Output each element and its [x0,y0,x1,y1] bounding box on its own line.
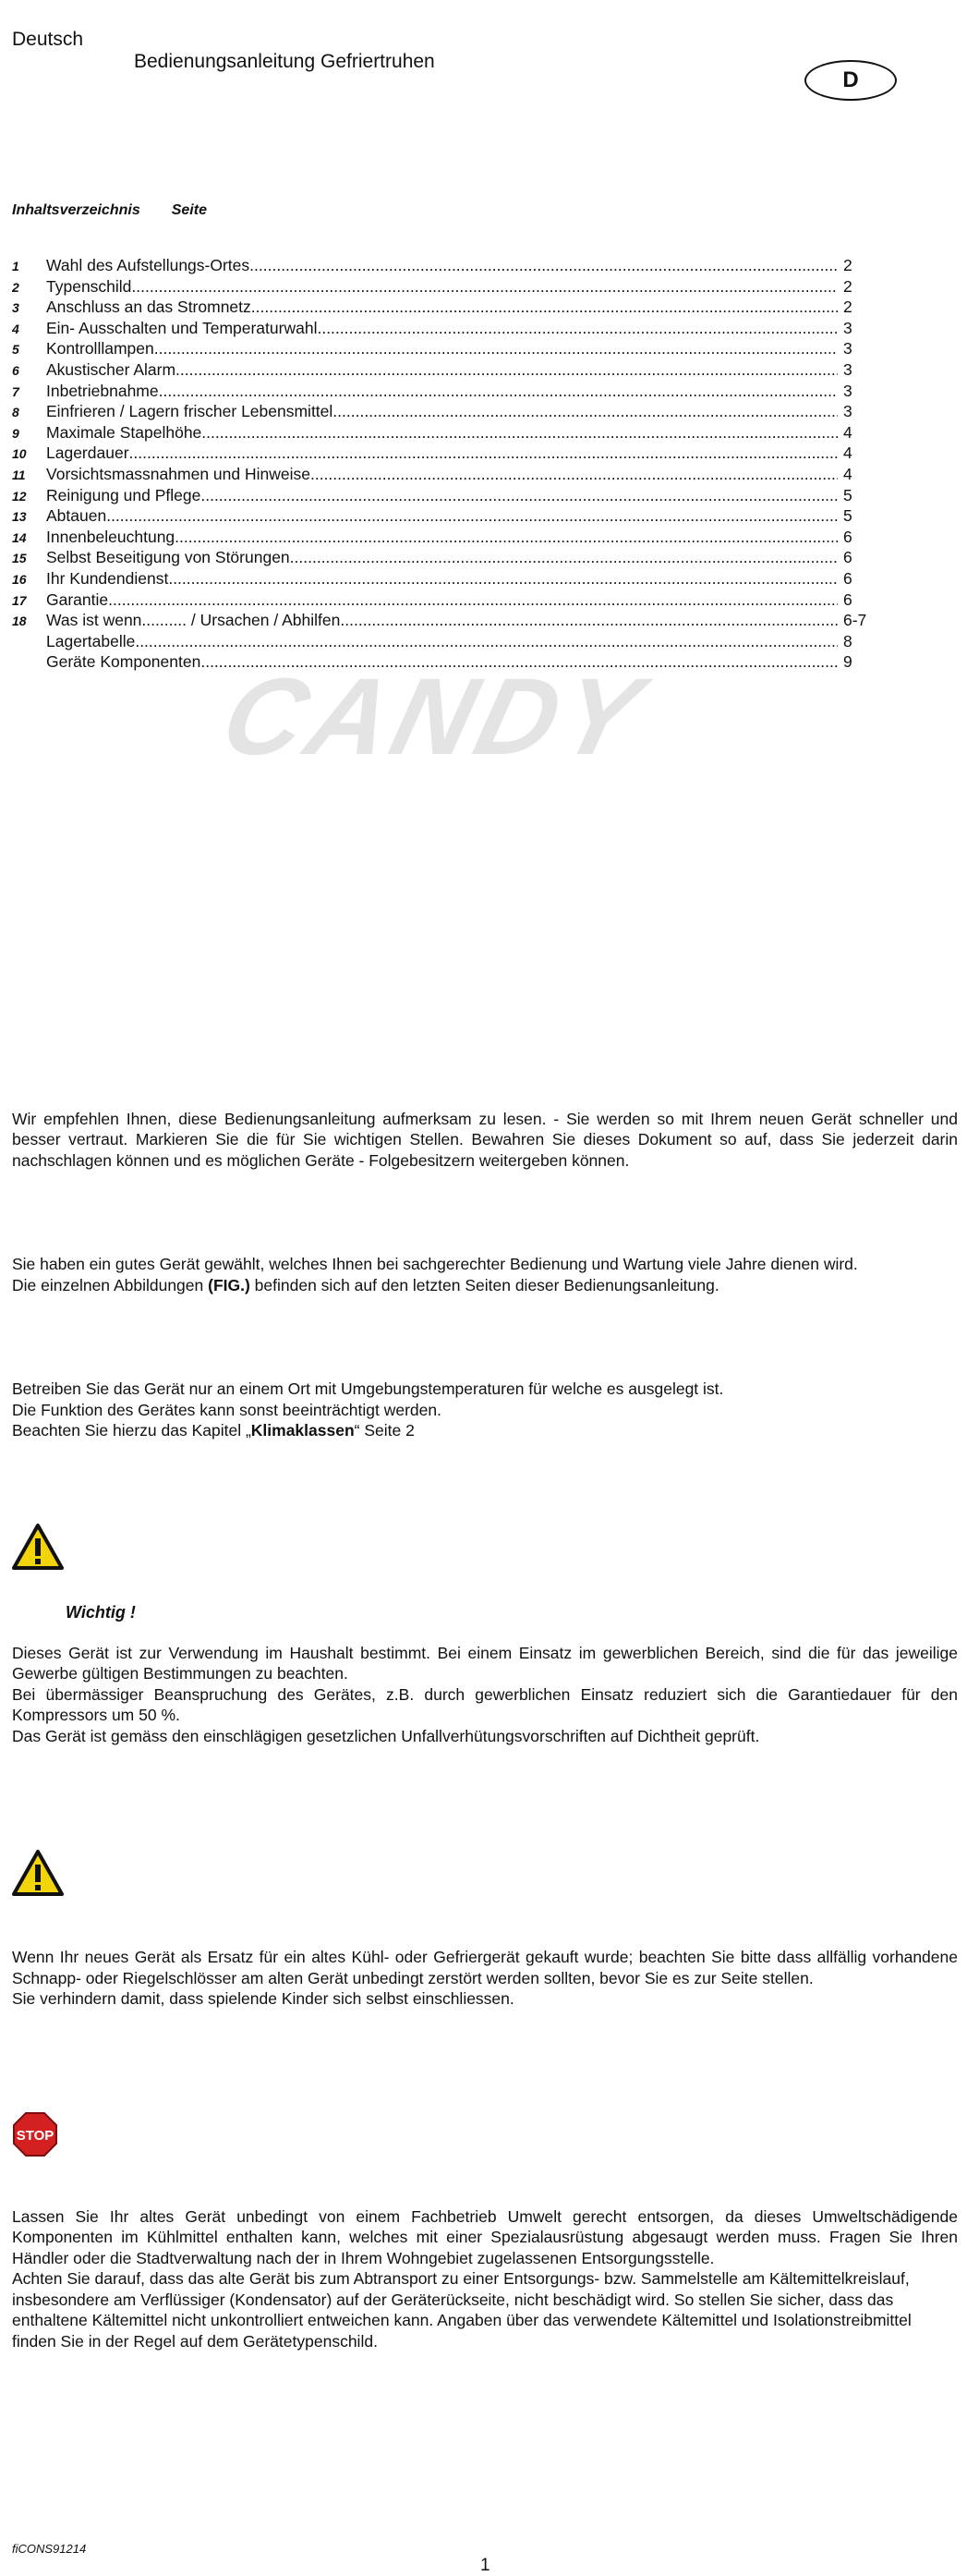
intro-text-3a: Die einzelnen Abbildungen [12,1275,209,1294]
toc-entry [12,401,871,422]
toc-entry [12,527,871,548]
toc-entry-title: Was ist wenn.......... / Ursachen / Abhilfen [46,611,341,630]
toc-entry-title: Anschluss an das Stromnetz [46,298,251,317]
toc-entry-title: Abtauen [46,506,107,526]
toc-entry-page: 2 [843,256,852,274]
warning-1-text-1: Dieses Gerät ist zur Verwendung im Haushalt bestimmt. Bei einem Einsatz im gewerblichen Bereich, sind die für das jeweilige Gewerbe gültigen Bestimmungen zu beachten. [12,1643,958,1683]
toc-entry-number: 10 [12,446,27,462]
toc-entry [12,505,871,527]
warning-title: Wichtig ! [66,1602,136,1622]
toc-entry-number: 12 [12,488,27,504]
toc-leader-dots [108,589,838,611]
toc-entry-number: 13 [12,509,27,525]
toc-entry-page: 6-7 [843,611,867,630]
toc-entry [12,485,871,506]
toc-entry-page: 6 [843,548,852,567]
toc-heading [12,202,967,219]
page-title: Bedienungsanleitung Gefriertruhen [134,51,435,72]
intro-text-3b: befinden sich auf den letzten Seiten dieser Bedienungsanleitung. [249,1275,719,1294]
toc-entry-page: 4 [843,422,852,442]
document-code: fiCONS91214 [12,2542,87,2557]
toc-entry [12,359,871,381]
toc-heading-label: Inhaltsverzeichnis [12,202,140,218]
fig-reference: (FIG.) [208,1275,250,1294]
toc-entry-title: Inbetriebnahme [46,381,159,400]
page-number: 1 [480,2556,490,2576]
intro-text-1: Wir empfehlen Ihnen, diese Bedienungsanleitung aufmerksam zu lesen. - Sie werden so mit Ihrem neuen Gerät schneller und besser vertraut. Markieren Sie die für Sie wichtigen Stellen. Bewahren Sie dieses Dokument so auf, dass Sie jederzeit darin nachschlagen können und es möglichen Geräte - Folgebesitzern weitergeben können. [12,1109,958,1170]
toc-entry-title: Akustischer Alarm [46,359,176,379]
warning-1-text-3: Das Gerät ist gemäss den einschlägigen gesetzlichen Unfallverhütungsvorschriften auf Dichtheit geprüft. [12,1726,760,1745]
warning-1-text-2: Bei übermässiger Beanspruchung des Gerätes, z.B. durch gewerblichen Einsatz reduziert sich die Garantiedauer für den Kompressors um 50 %. [12,1684,958,1725]
toc-entry-page: 4 [843,464,852,483]
toc-leader-dots [175,527,838,548]
toc-entry-number: 16 [12,571,27,587]
toc-entry [12,338,871,359]
toc-leader-dots [317,318,838,339]
warning-triangle-icon [11,1849,65,1897]
intro-paragraph-2 [12,1254,958,1295]
toc-entry-title: Kontrolllampen [46,339,154,358]
toc-leader-dots [340,610,838,631]
toc-entry [12,422,871,444]
toc-page-heading: Seite [171,202,207,218]
toc-leader-dots [200,485,838,506]
climate-class-ref: Klimaklassen [250,1421,355,1440]
toc-leader-dots [251,297,838,318]
intro-text-6b: “ Seite 2 [354,1421,415,1440]
toc-entry-title: Einfrieren / Lagern frischer Lebensmittel [46,402,333,421]
toc-entry-number: 1 [12,259,19,273]
toc-entry-number: 6 [12,362,19,378]
toc-entry-number: 2 [12,279,19,295]
toc-entry-page: 6 [843,527,852,546]
toc-leader-dots [249,255,838,276]
warning-triangle-icon [11,1523,65,1571]
toc-entry-title: Ihr Kundendienst [46,568,169,588]
toc-leader-dots [332,401,838,422]
toc-entry-page: 2 [843,276,852,296]
brand-watermark: CANDY [211,656,658,778]
intro-text-3 [12,1275,958,1296]
toc-entry-page: 5 [843,506,852,526]
toc-entry-title: Lagerdauer [46,444,129,463]
toc-entry-number: 3 [12,300,19,316]
toc-entry-page: 9 [843,652,852,672]
intro-text-2: Sie haben ein gutes Gerät gewählt, welches Ihnen bei sachgerechter Bedienung und Wartung viele Jahre dienen wird. [12,1255,858,1274]
toc-entry-title: Reinigung und Pflege [46,485,201,504]
toc-leader-dots [175,359,838,381]
toc-entry [12,276,871,298]
toc-leader-dots [201,422,838,444]
language-badge: D [804,60,897,101]
toc-entry-title: Geräte Komponenten [46,652,201,672]
toc-leader-dots [310,464,838,485]
toc-entry-number: 11 [12,467,26,482]
toc-entry-title: Vorsichtsmassnahmen und Hinweise [46,464,310,483]
toc-leader-dots [168,568,838,589]
toc-entry-title: Selbst Beseitigung von Störungen [46,548,290,567]
toc-entry-number: 15 [12,551,27,566]
toc-entry [12,464,871,485]
toc-entry-title: Wahl des Aufstellungs-Ortes [46,256,250,274]
toc-entry [12,381,871,402]
toc-entry-title: Garantie [46,589,109,609]
toc-leader-dots [159,381,838,402]
warning-2-body [12,1947,958,2010]
intro-text-6a: Beachten Sie hierzu das Kapitel „ [12,1421,251,1440]
toc-entry-title: Lagertabelle [46,631,136,650]
intro-text-4: Betreiben Sie das Gerät nur an einem Ort mit Umgebungstemperaturen für welche es ausgelegt ist. [12,1379,724,1399]
toc-entry-number: 5 [12,342,19,358]
toc-entry [12,443,871,464]
stop-body [12,2206,958,2352]
toc-entry [12,547,871,568]
intro-paragraph-3 [12,1379,958,1441]
toc-entry-page: 6 [843,589,852,609]
toc-leader-dots [131,276,838,298]
language-label: Deutsch [12,29,84,50]
toc-entry-page: 5 [843,485,852,504]
intro-paragraph-1 [12,1109,958,1172]
stop-text-1: Lassen Sie Ihr altes Gerät unbedingt von einem Fachbetrieb Umwelt gerecht entsorgen, da dieses Umweltschädigende Komponenten im Kühlmittel enthalten kann, welches mit einer Spezialausrüstung abgesaugt werden muss. Fragen Sie Ihren Händler oder die Stadtverwaltung nach der in Ihrem Wohngebiet zugelassenen Entsorgungsstelle. [12,2206,958,2267]
toc-leader-dots [106,505,838,527]
toc-entry-title: Typenschild [46,276,132,296]
intro-text-6 [12,1420,958,1441]
table-of-contents [12,255,871,673]
toc-entry-title: Ein- Ausschalten und Temperaturwahl [46,318,318,337]
toc-entry [12,255,871,276]
toc-entry-number: 18 [12,614,27,629]
toc-entry-page: 2 [843,298,852,317]
toc-entry-page: 3 [843,359,852,379]
toc-entry-number: 8 [12,405,19,420]
toc-leader-dots [129,443,838,464]
toc-leader-dots [154,338,838,359]
toc-leader-dots [200,651,838,673]
stop-sign-icon [12,2111,58,2157]
stop-sign-text: STOP [16,2127,54,2144]
toc-entry-number: 9 [12,425,19,441]
toc-entry [12,651,871,673]
toc-entry [12,589,871,611]
warning-2-text-1: Wenn Ihr neues Gerät als Ersatz für ein altes Kühl- oder Gefriergerät gekauft wurde; beachten Sie bitte dass allfällig vorhandene Schnapp- oder Riegelschlösser am alten Gerät unbedingt zerstört werden sollten, bevor Sie es zur Seite stellen. [12,1948,958,1987]
toc-entry-number: 4 [12,321,19,336]
toc-entry-number: 7 [12,383,19,399]
toc-entry-page: 4 [843,444,852,463]
toc-entry-page: 3 [843,318,852,337]
toc-entry [12,568,871,589]
toc-entry-page: 3 [843,402,852,421]
toc-entry-number: 17 [12,592,27,608]
toc-entry-page: 8 [843,631,852,650]
toc-entry-page: 3 [843,339,852,358]
toc-leader-dots [135,631,838,652]
intro-text-5: Die Funktion des Gerätes kann sonst beeinträchtigt werden. [12,1400,441,1419]
stop-text-2: Achten Sie darauf, dass das alte Gerät bis zum Abtransport zu einer Entsorgungs- bzw. Sammelstelle am Kältemittelkreislauf, insbesondere am Verflüssiger (Kondensator) auf der Geräterückseite, nicht beschädigt wird. So stellen Sie sicher, dass das enthaltene Kältemittel nicht unkontrolliert entweichen kann. Angaben über das verwendete Kältemittel und Isolationstreibmittel finden Sie in der Regel auf dem Gerätetypenschild. [12,2269,912,2351]
toc-leader-dots [290,547,838,568]
toc-entry-page: 6 [843,568,852,588]
warning-1-body [12,1643,958,1747]
warning-2-text-2: Sie verhindern damit, dass spielende Kinder sich selbst einschliessen. [12,1989,514,2009]
toc-entry-page: 3 [843,381,852,400]
toc-entry [12,631,871,652]
toc-entry [12,610,871,631]
toc-entry [12,318,871,339]
toc-entry [12,297,871,318]
toc-entry-title: Innenbeleuchtung [46,527,175,546]
toc-entry-number: 14 [12,529,27,545]
toc-entry-title: Maximale Stapelhöhe [46,422,202,442]
